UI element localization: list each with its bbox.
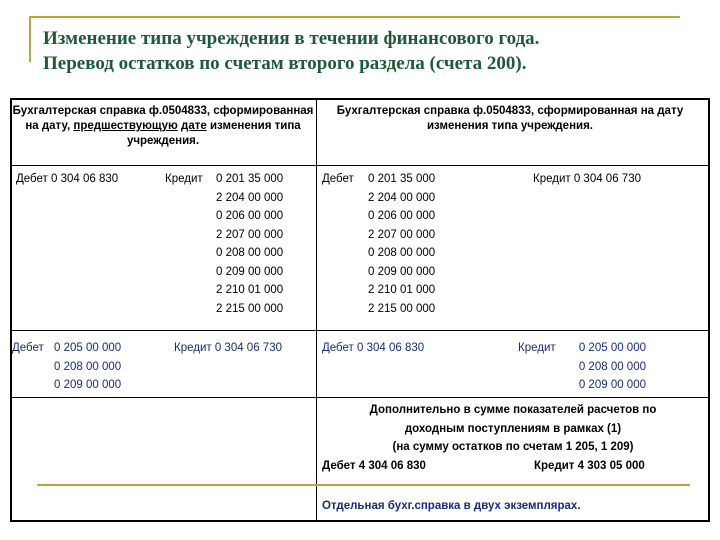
right-row1-credit: Кредит 0 304 06 730 (533, 173, 641, 185)
row-divider (10, 330, 710, 331)
right-header: Бухгалтерская справка ф.0504833, сформированная на дату изменения типа учреждения. (336, 105, 684, 132)
account-code: 0 208 00 000 (578, 360, 646, 373)
column-divider (316, 98, 317, 522)
row-divider (10, 165, 710, 166)
gold-frame-top (30, 16, 680, 18)
right-row1-debit-accounts (368, 170, 435, 318)
left-header: Бухгалтерская справка ф.0504833, сформированная на дату, предшествующую дате изменения типа учреждения. (12, 105, 314, 147)
right-row2-credit-accounts (560, 339, 646, 395)
page-title (43, 26, 539, 76)
account-code: 0 201 35 000 (368, 173, 436, 185)
left-row1-debit: Дебет 0 304 06 830 (16, 173, 119, 185)
additional-line-3: (на сумму остатков по счетам 1 205, 1 209) (392, 441, 634, 453)
account-code: 0 205 00 000 (54, 342, 122, 354)
account-code: 2 204 00 000 (368, 191, 436, 204)
additional-line-1: Дополнительно в сумме показателей расчетов по (369, 404, 657, 416)
account-code: 2 210 01 000 (368, 284, 436, 296)
account-code: 0 208 00 000 (368, 247, 436, 259)
title-line-1: Изменение типа учреждения в течении финансового года. (43, 28, 540, 49)
account-code: 0 209 00 000 (368, 265, 436, 278)
left-row1-credit-accounts (216, 170, 283, 318)
account-code: 2 204 00 000 (216, 191, 284, 204)
left-row1-credit-label: Кредит (165, 173, 203, 185)
account-code: 2 210 01 000 (216, 284, 284, 296)
account-code: 0 206 00 000 (368, 210, 436, 222)
gold-separator (37, 484, 690, 486)
left-row2-credit: Кредит 0 304 06 730 (174, 342, 282, 354)
account-code: 2 215 00 000 (368, 302, 436, 315)
account-code: 0 209 00 000 (216, 265, 284, 278)
title-line-2: Перевод остатков по счетам второго раздела (счета 200). (43, 53, 527, 74)
additional-line-2: доходным поступлениям в рамках (1) (404, 422, 622, 435)
account-code: 0 208 00 000 (54, 360, 122, 373)
account-code: 2 215 00 000 (216, 302, 284, 315)
account-code: 0 205 00 000 (578, 342, 646, 354)
separate-note: Отдельная бухг.справка в двух экземплярах. (322, 500, 581, 512)
account-code: 0 209 00 000 (578, 379, 646, 391)
account-code: 0 208 00 000 (216, 247, 284, 259)
additional-note (316, 401, 710, 457)
left-row2-debit-accounts (54, 339, 121, 395)
additional-credit: Кредит 4 303 05 000 (534, 460, 645, 472)
right-row2-debit: Дебет 0 304 06 830 (322, 342, 425, 354)
account-code: 0 206 00 000 (216, 210, 284, 222)
account-code: 0 201 35 000 (216, 173, 284, 185)
gold-frame-left (29, 16, 31, 62)
additional-debit: Дебет 4 304 06 830 (322, 460, 426, 472)
row-divider (316, 397, 710, 398)
account-code: 2 207 00 000 (216, 228, 284, 241)
row-divider (10, 397, 316, 398)
left-row2-debit-label: Дебет (12, 342, 44, 354)
account-code: 2 207 00 000 (368, 228, 436, 241)
account-code: 0 209 00 000 (54, 379, 122, 391)
right-row1-debit-label: Дебет (322, 173, 354, 185)
right-row2-credit-label: Кредит (518, 342, 556, 354)
